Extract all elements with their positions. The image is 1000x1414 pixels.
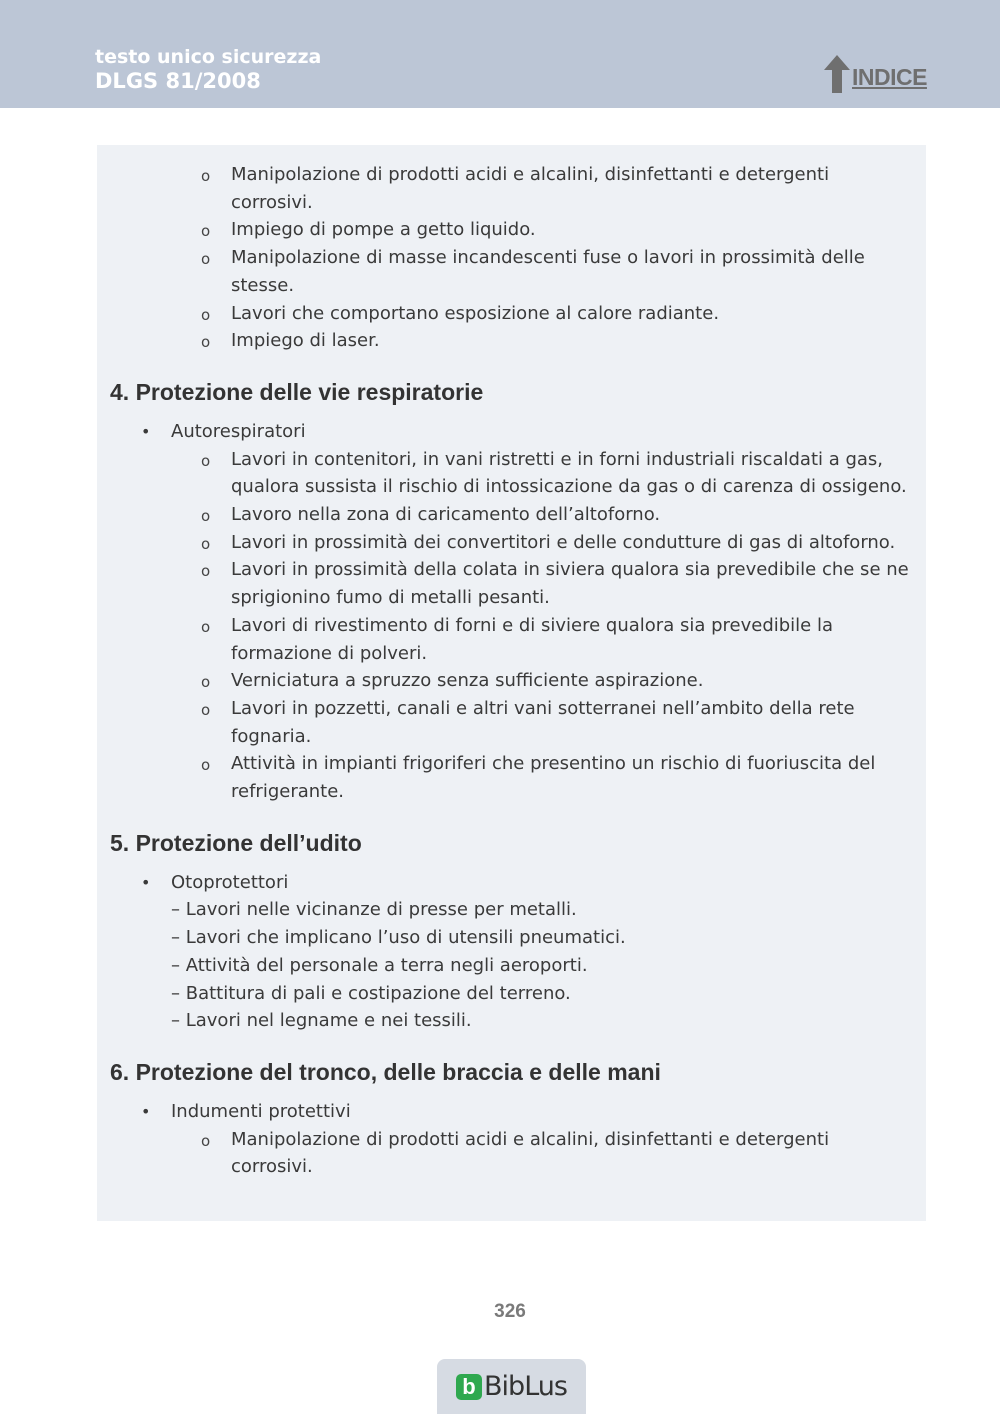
list-item: o Manipolazione di masse incandescenti fuse o lavori in prossimità delle stesse. <box>231 244 926 299</box>
list-item: o Lavori in contenitori, in vani ristretti e in forni industriali riscaldati a gas, qualora sussista il rischio di intossicazione da gas o di carenza di ossigeno. <box>231 446 926 501</box>
page-header <box>0 0 1000 108</box>
list-item: o Lavori in prossimità della colata in siviera qualora sia prevedibile che se ne sprigionino fumo di metalli pesanti. <box>231 556 926 611</box>
index-link[interactable] <box>824 55 927 93</box>
list-item: o Lavori in prossimità dei convertitori e delle condutture di gas di altoforno. <box>231 529 926 557</box>
list-item: – Lavori nelle vicinanze di presse per metalli. <box>171 899 577 921</box>
respiratory-sub-list <box>110 446 926 806</box>
list-item: o Attività in impianti frigoriferi che presentino un rischio di fuoriuscita del refrigerante. <box>231 750 926 805</box>
list-item: o Lavori di rivestimento di forni e di siviere qualora sia prevedibile la formazione di polveri. <box>231 612 926 667</box>
hearing-dash-list <box>110 896 926 1035</box>
biblus-logo-text: BibLus <box>484 1371 567 1402</box>
biblus-logo[interactable] <box>437 1359 586 1414</box>
body-protection-sub-list <box>110 1126 926 1181</box>
list-item: – Battitura di pali e costipazione del terreno. <box>171 982 571 1004</box>
page-number: 326 <box>494 1301 526 1322</box>
arrow-up-icon <box>824 55 850 93</box>
list-item: – Lavori che implicano l’uso di utensili pneumatici. <box>171 927 626 949</box>
section-heading-hearing: 5. Protezione dell’udito <box>110 829 362 856</box>
section-heading-respiratory: 4. Protezione delle vie respiratorie <box>110 378 484 405</box>
list-item: o Impiego di pompe a getto liquido. <box>231 216 926 244</box>
list-item: o Impiego di laser. <box>231 327 926 355</box>
content-panel <box>97 145 926 1221</box>
bullet-item: • Autorespiratori <box>110 418 926 446</box>
index-label: INDICE <box>852 64 927 90</box>
bullet-item: • Indumenti protettivi <box>110 1098 926 1126</box>
list-item: – Attività del personale a terra negli aeroporti. <box>171 954 588 976</box>
document-title <box>95 47 321 93</box>
biblus-logo-icon: b <box>456 1374 482 1400</box>
list-item: o Manipolazione di prodotti acidi e alcalini, disinfettanti e detergenti corrosivi. <box>231 1126 926 1181</box>
title-line-1: testo unico sicurezza <box>95 46 322 68</box>
list-item: o Lavori che comportano esposizione al calore radiante. <box>231 300 926 328</box>
title-line-2: DLGS 81/2008 <box>95 68 261 93</box>
bullet-item: • Otoprotettori <box>110 869 926 897</box>
section-heading-body-protection: 6. Protezione del tronco, delle braccia e delle mani <box>110 1058 661 1085</box>
top-sub-list <box>110 161 926 355</box>
list-item: – Lavori nel legname e nei tessili. <box>171 1010 472 1032</box>
list-item: o Manipolazione di prodotti acidi e alcalini, disinfettanti e detergenti corrosivi. <box>231 161 926 216</box>
list-item: o Verniciatura a spruzzo senza sufficiente aspirazione. <box>231 667 926 695</box>
list-item: o Lavoro nella zona di caricamento dell’altoforno. <box>231 501 926 529</box>
list-item: o Lavori in pozzetti, canali e altri vani sotterranei nell’ambito della rete fognaria. <box>231 695 926 750</box>
